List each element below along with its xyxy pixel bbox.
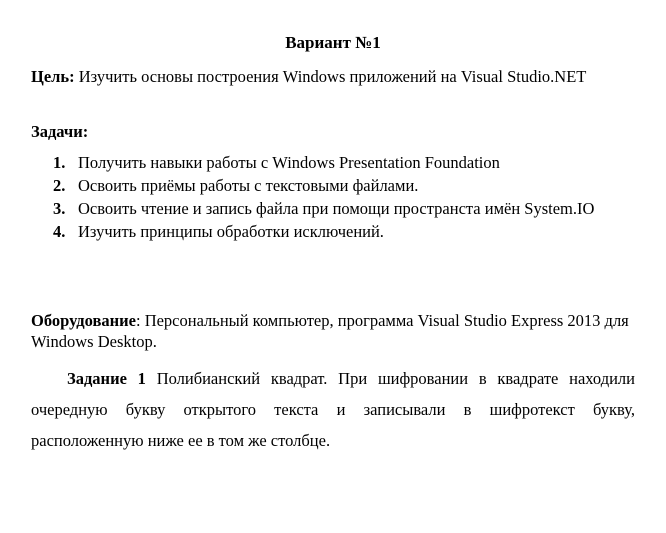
goal-label: Цель:	[31, 67, 75, 86]
task-text: Освоить чтение и запись файла при помощи пространста имён System.IO	[78, 199, 595, 218]
task-item	[53, 221, 613, 242]
assignment-paragraph	[31, 363, 635, 456]
task-text: Получить навыки работы с Windows Presentation Foundation	[78, 153, 500, 172]
equipment-paragraph	[31, 310, 631, 352]
task-number: 1.	[53, 153, 66, 172]
task-text: Освоить приёмы работы с текстовыми файлами.	[78, 176, 419, 195]
task-number: 3.	[53, 199, 66, 218]
equipment-label: Оборудование	[31, 311, 136, 330]
tasks-heading: Задачи:	[31, 122, 89, 141]
task-number: 4.	[53, 222, 66, 241]
goal-paragraph	[31, 66, 631, 87]
task-item	[53, 175, 613, 196]
goal-text: Изучить основы построения Windows приложений на Visual Studio.NET	[74, 67, 587, 86]
assignment-label: Задание 1	[67, 369, 146, 388]
assignment-text: Полибианский квадрат. При шифровании в квадрате находили очередную букву открытого текста и записывали в шифротекст букву, расположенную ниже ее в том же столбце.	[31, 369, 635, 450]
equipment-text: : Персональный компьютер, программа Visual Studio Express 2013 для Windows Desktop.	[31, 311, 629, 351]
task-number: 2.	[53, 176, 66, 195]
task-item	[53, 198, 613, 219]
task-text: Изучить принципы обработки исключений.	[78, 222, 384, 241]
page-title: Вариант №1	[285, 33, 381, 52]
tasks-list	[53, 152, 613, 244]
task-item	[53, 152, 613, 173]
